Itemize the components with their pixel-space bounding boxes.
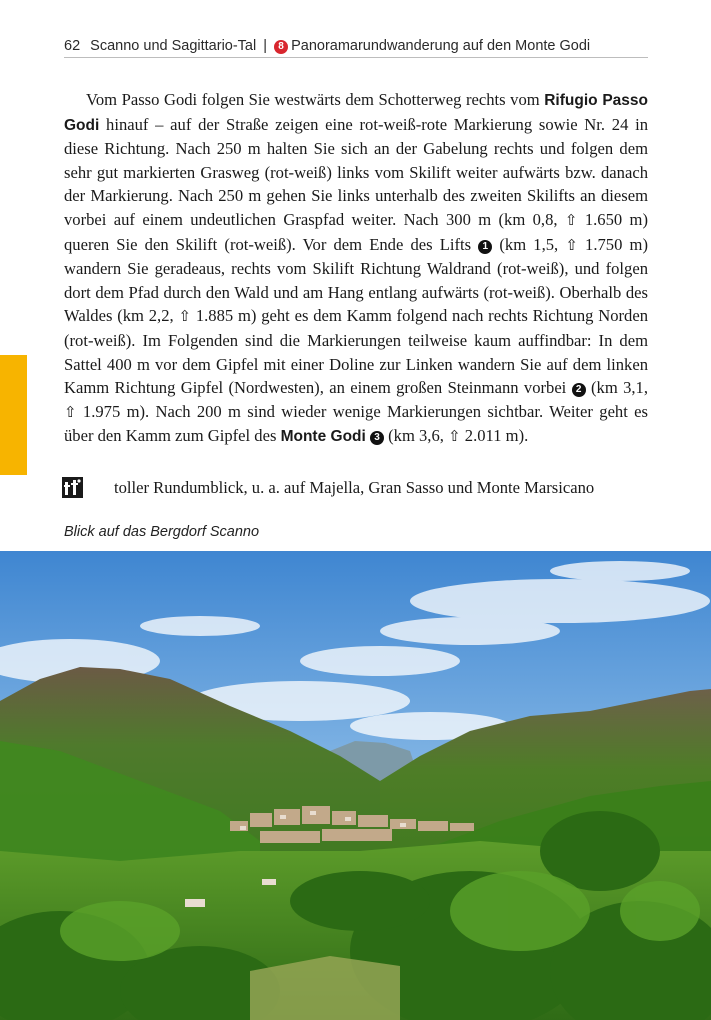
header-separator: | <box>263 38 268 54</box>
text-run: hinauf – auf der Straße zeigen eine rot-weiß-rote Markierung sowie Nr. 24 in diese Richtung. Nach 250 m halten Sie sich an der Gabelung rechts und folgen dem sehr gut markierten Grasweg (rot-weiß) links vom Skilift weiter aufwärts bzw. danach der Markierung. Nach 250 m gehen Sie links unterhalb des zweiten Skilifts an diesem vorbei auf einem undeutlichen Graspfad weiter. Nach 300 m (km 0,8, <box>64 114 648 229</box>
running-header <box>64 38 648 58</box>
text-run: (km 3,1, <box>585 378 648 398</box>
photo-caption: Blick auf das Bergdorf Scanno <box>64 524 260 540</box>
text-run: 1.975 m). Nach 200 m sind wieder wenige Markierungen sichtbar. Weiter geht es über den Kamm zum Gipfel des <box>64 401 648 446</box>
text-run: Vom Passo Godi folgen Sie westwärts dem Schotterweg rechts vom <box>86 90 545 109</box>
altitude-icon: ⇧ <box>64 402 77 421</box>
text-run: 1.750 m) wandern Sie geradeaus, rechts vom Skilift Richtung Waldrand (rot-weiß), und folgen dort dem Pfad durch den Wald und am Hang entlang aufwärts (rot-weiß). Oberhalb des Waldes (km 2,2, <box>64 234 648 326</box>
altitude-icon: ⇧ <box>564 210 578 229</box>
text-run: 2.011 m). <box>460 426 529 446</box>
place-rifugio: Rifugio Passo Godi <box>64 92 648 134</box>
altitude-icon: ⇧ <box>565 235 578 254</box>
tip-row <box>62 475 652 501</box>
landscape-photo <box>0 551 711 1020</box>
chapter-tab <box>0 355 27 475</box>
route-title: Panoramarundwanderung auf den Monte Godi <box>291 38 591 54</box>
waypoint-2-badge: 2 <box>572 383 586 397</box>
header-region: Scanno und Sagittario-Tal <box>90 38 257 54</box>
tip-text: toller Rundumblick, u. a. auf Majella, Gran Sasso und Monte Marsicano <box>114 478 595 497</box>
text-run: (km 1,5, <box>492 234 566 254</box>
place-monte-godi: Monte Godi <box>280 428 366 446</box>
altitude-icon: ⇧ <box>448 427 461 446</box>
panorama-icon <box>62 477 83 498</box>
text-run: 1.650 m) queren Sie den Skilift (rot-weiß). Vor dem Ende des Lifts <box>64 209 648 254</box>
text-run: (km 3,6, <box>383 426 449 446</box>
route-description <box>64 88 648 449</box>
route-number-badge: 8 <box>274 40 288 54</box>
waypoint-1-badge: 1 <box>478 240 492 254</box>
altitude-icon: ⇧ <box>178 307 192 326</box>
text-run: 1.885 m) geht es dem Kamm folgend nach rechts Richtung Norden (rot-weiß). Im Folgenden sind die Markierungen teilweise kaum auffindbar: In dem Sattel 400 m vor dem Gipfel mit einer Doline zur Linken wandern Sie auf dem linken Kamm Richtung Gipfel (Nordwesten), an einem großen Steinmann vorbei <box>64 306 649 398</box>
page-number: 62 <box>64 38 81 54</box>
waypoint-3-badge: 3 <box>370 431 384 445</box>
